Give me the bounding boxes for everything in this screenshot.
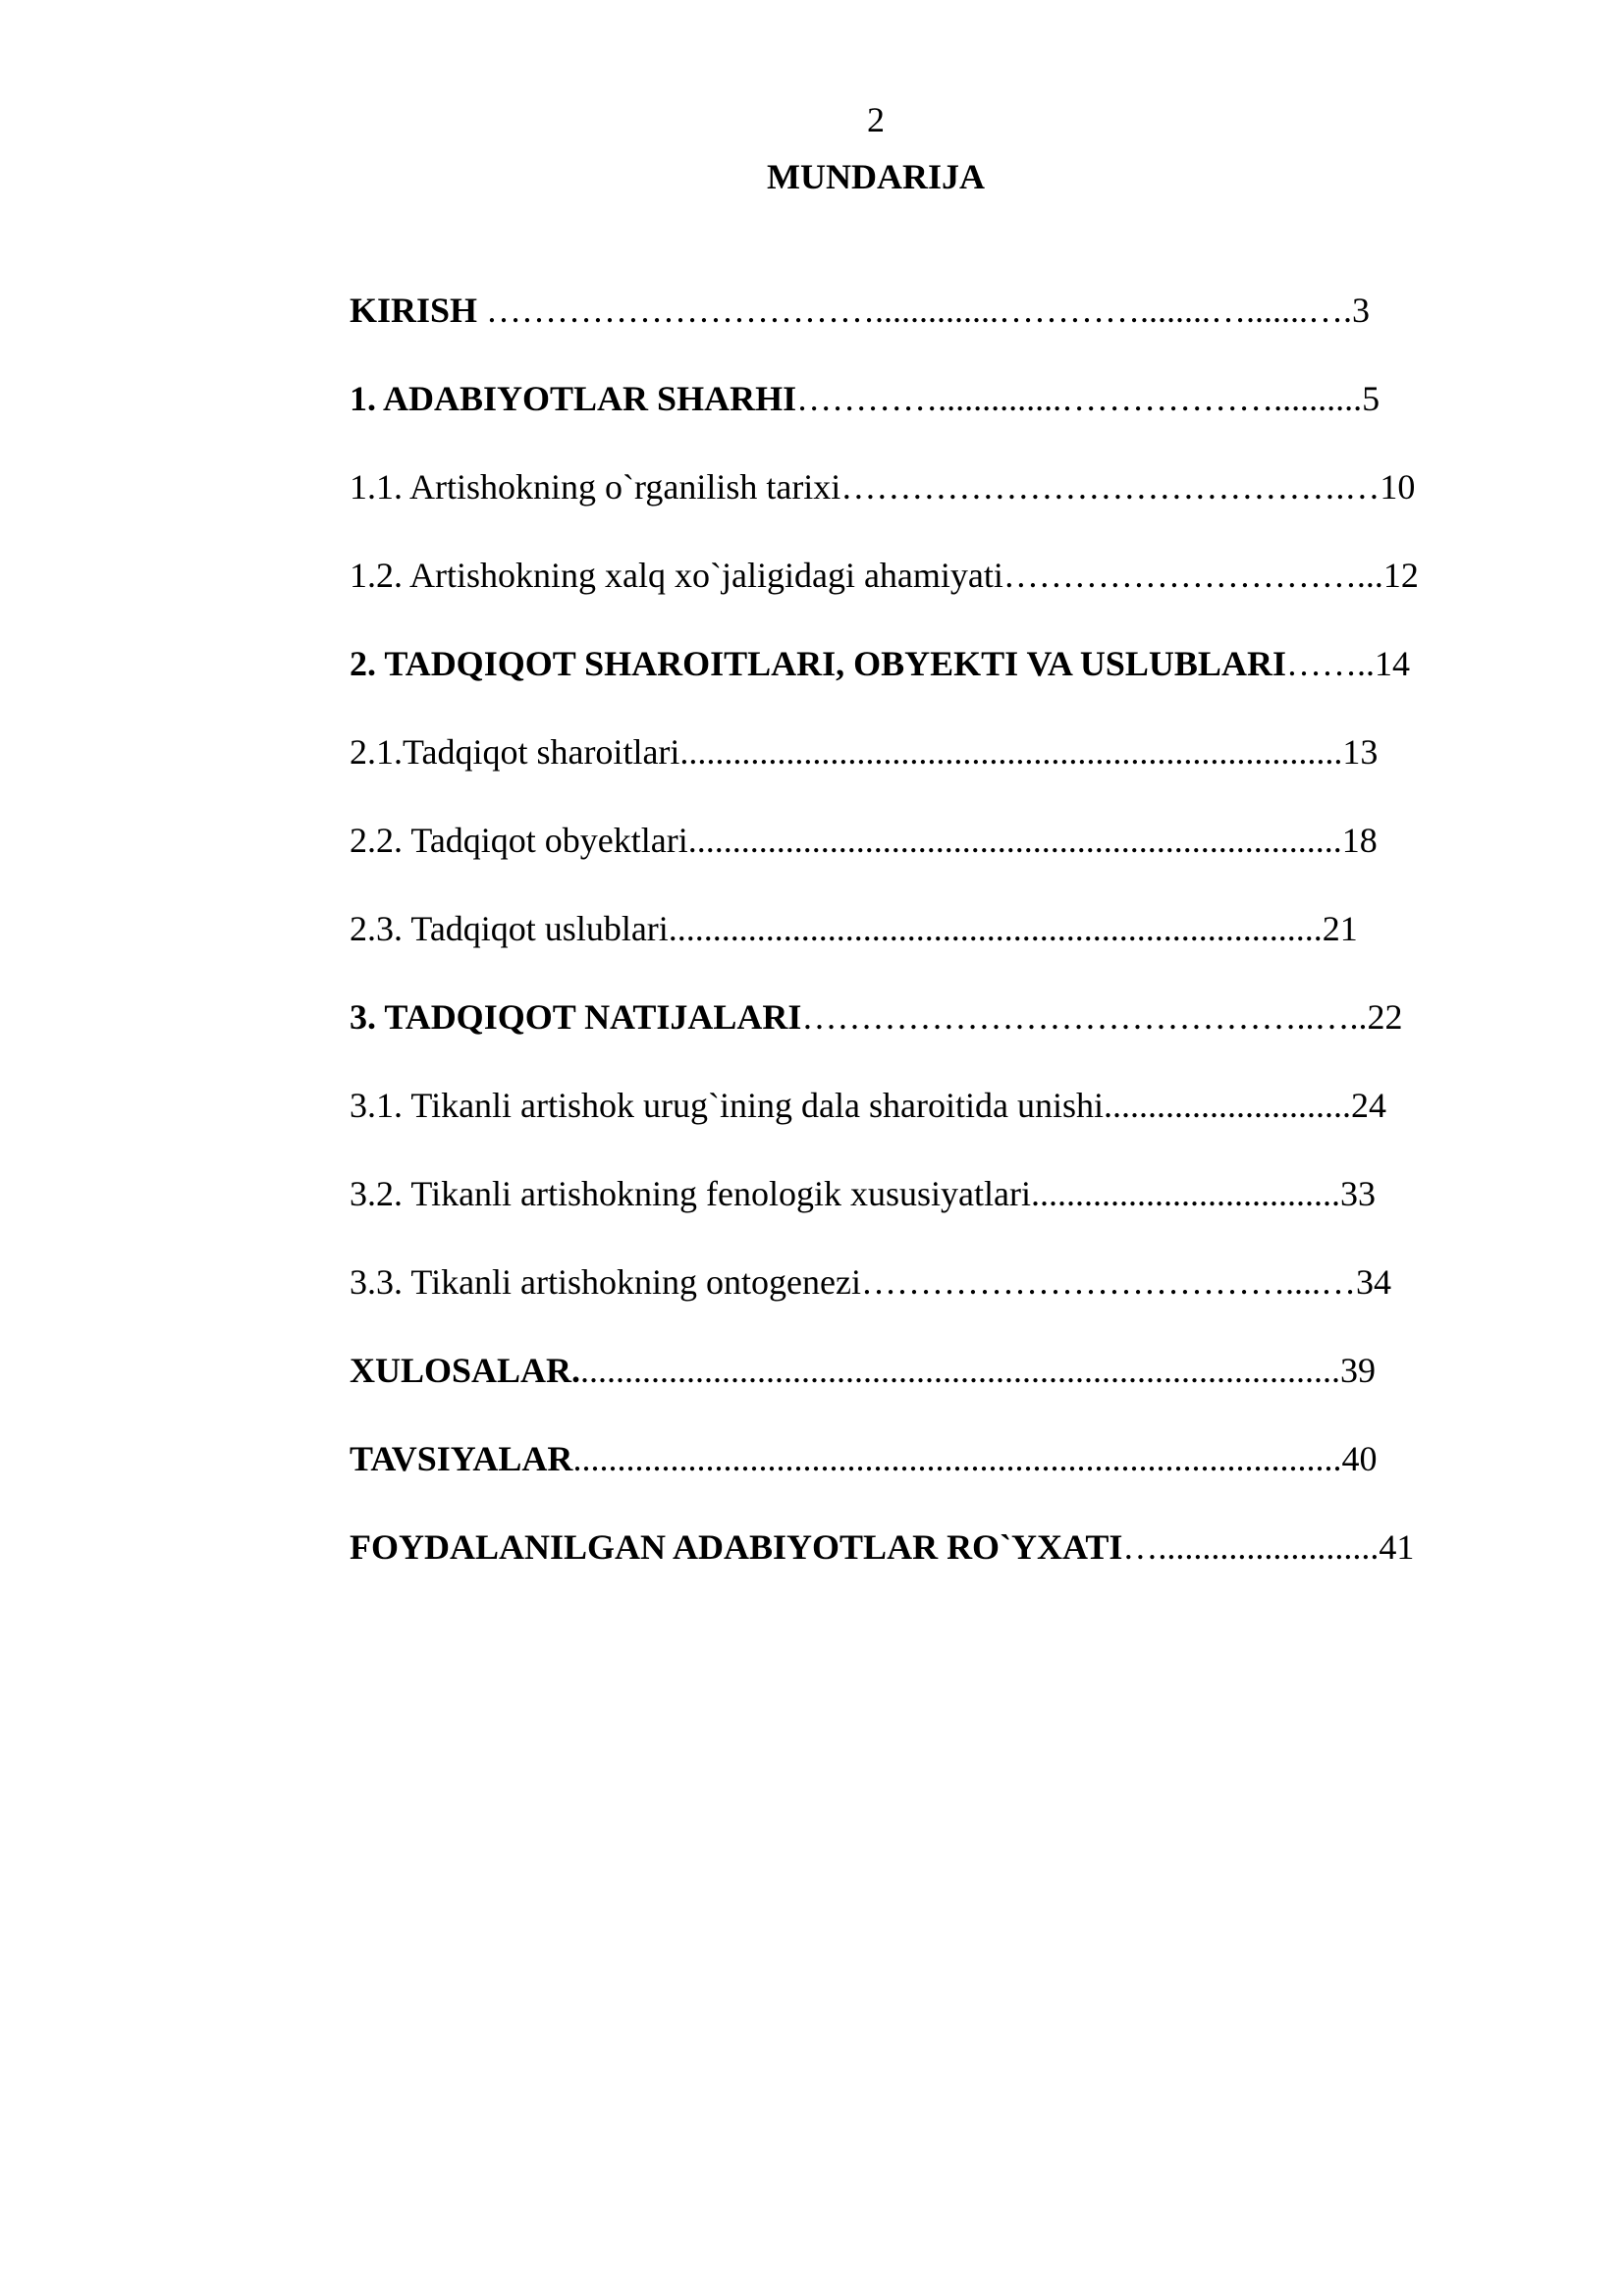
toc-dot-leader: ...................................................................................... [580,1351,1341,1390]
toc-entry-chapter-3 [350,995,1419,1084]
toc-page-number: 39 [1340,1351,1377,1390]
toc-dot-leader: ............................ [1103,1086,1351,1125]
toc-dot-leader: …......................... [1122,1527,1380,1567]
toc-entry-xulosalar [350,1349,1419,1437]
toc-dot-leader: …………..............……………….......... [796,379,1363,418]
toc-entry-title: KIRISH [350,291,478,330]
toc-entry-title: FOYDALANILGAN ADABIYOTLAR RO`YXATI [350,1527,1123,1567]
toc-entry-title: 3. TADQIQOT NATIJALARI [350,997,802,1037]
toc-entry-title: XULOSALAR. [350,1351,581,1390]
toc-page-number: 41 [1379,1527,1415,1567]
table-of-contents [350,289,1419,1614]
toc-page-number: 34 [1355,1262,1391,1302]
toc-page-number: 21 [1322,909,1358,948]
toc-page-number: 10 [1380,467,1416,507]
toc-dot-leader: ………………………………....… [860,1262,1356,1302]
toc-entry-title: 2.3. Tadqiqot uslublari [350,909,669,948]
toc-entry-section-3-2 [350,1172,1419,1260]
toc-page-number: 13 [1342,732,1379,772]
toc-entry-section-3-1 [350,1084,1419,1172]
toc-page-number: 40 [1341,1439,1378,1478]
toc-page-number: 18 [1341,821,1378,860]
toc-entry-section-1-2 [350,554,1419,642]
toc-entry-section-1-1 [350,465,1419,554]
toc-dot-leader: ................................... [1030,1174,1340,1213]
toc-dot-leader: ……………………………………..….. [801,997,1368,1037]
toc-dot-leader: ……………………………..............…………........….......…. [477,291,1353,330]
toc-entry-title: 1.1. Artishokning o`rganilish tarixi [350,467,841,507]
toc-entry-title: 2.2. Tadqiqot obyektlari [350,821,688,860]
toc-entry-title: 2. TADQIQOT SHAROITLARI, OBYEKTI VA USLUBLARI [350,644,1286,683]
toc-page-number: 12 [1382,556,1419,595]
toc-page-number: 3 [1352,291,1371,330]
toc-entry-kirish [350,289,1419,377]
toc-page-number: 14 [1374,644,1410,683]
toc-dot-leader: .......................................................................... [668,909,1323,948]
toc-entry-title: 3.2. Tikanli artishokning fenologik xususiyatlari [350,1174,1031,1213]
toc-entry-title: 1.2. Artishokning xalq xo`jaligidagi ahamiyati [350,556,1003,595]
toc-entry-title: 3.1. Tikanli artishok urug`ining dala sharoitida unishi [350,1086,1104,1125]
toc-entry-section-2-2 [350,819,1419,907]
toc-entry-title: 3.3. Tikanli artishokning ontogenezi [350,1262,861,1302]
toc-entry-chapter-2 [350,642,1419,730]
toc-dot-leader: …………………………………….… [840,467,1380,507]
toc-page-number: 33 [1339,1174,1376,1213]
toc-entry-section-2-3 [350,907,1419,995]
toc-entry-tavsiyalar [350,1437,1419,1525]
toc-dot-leader: .......................................................................... [687,821,1342,860]
toc-entry-title: 1. ADABIYOTLAR SHARHI [350,379,797,418]
toc-dot-leader: …….. [1285,644,1375,683]
toc-page-number: 5 [1362,379,1380,418]
toc-page-number: 22 [1367,997,1403,1037]
toc-entry-title: TAVSIYALAR [350,1439,573,1478]
page-number: 2 [867,100,885,139]
toc-dot-leader: ........................................................................... [679,732,1343,772]
document-title: MUNDARIJA [767,157,985,196]
toc-entry-chapter-1 [350,377,1419,465]
toc-dot-leader: …………………………... [1002,556,1383,595]
toc-entry-section-2-1 [350,730,1419,819]
toc-page-number: 24 [1350,1086,1386,1125]
toc-entry-references [350,1525,1419,1614]
toc-entry-title: 2.1.Tadqiqot sharoitlari [350,732,680,772]
toc-entry-section-3-3 [350,1260,1419,1349]
toc-dot-leader: ....................................................................................... [572,1439,1342,1478]
